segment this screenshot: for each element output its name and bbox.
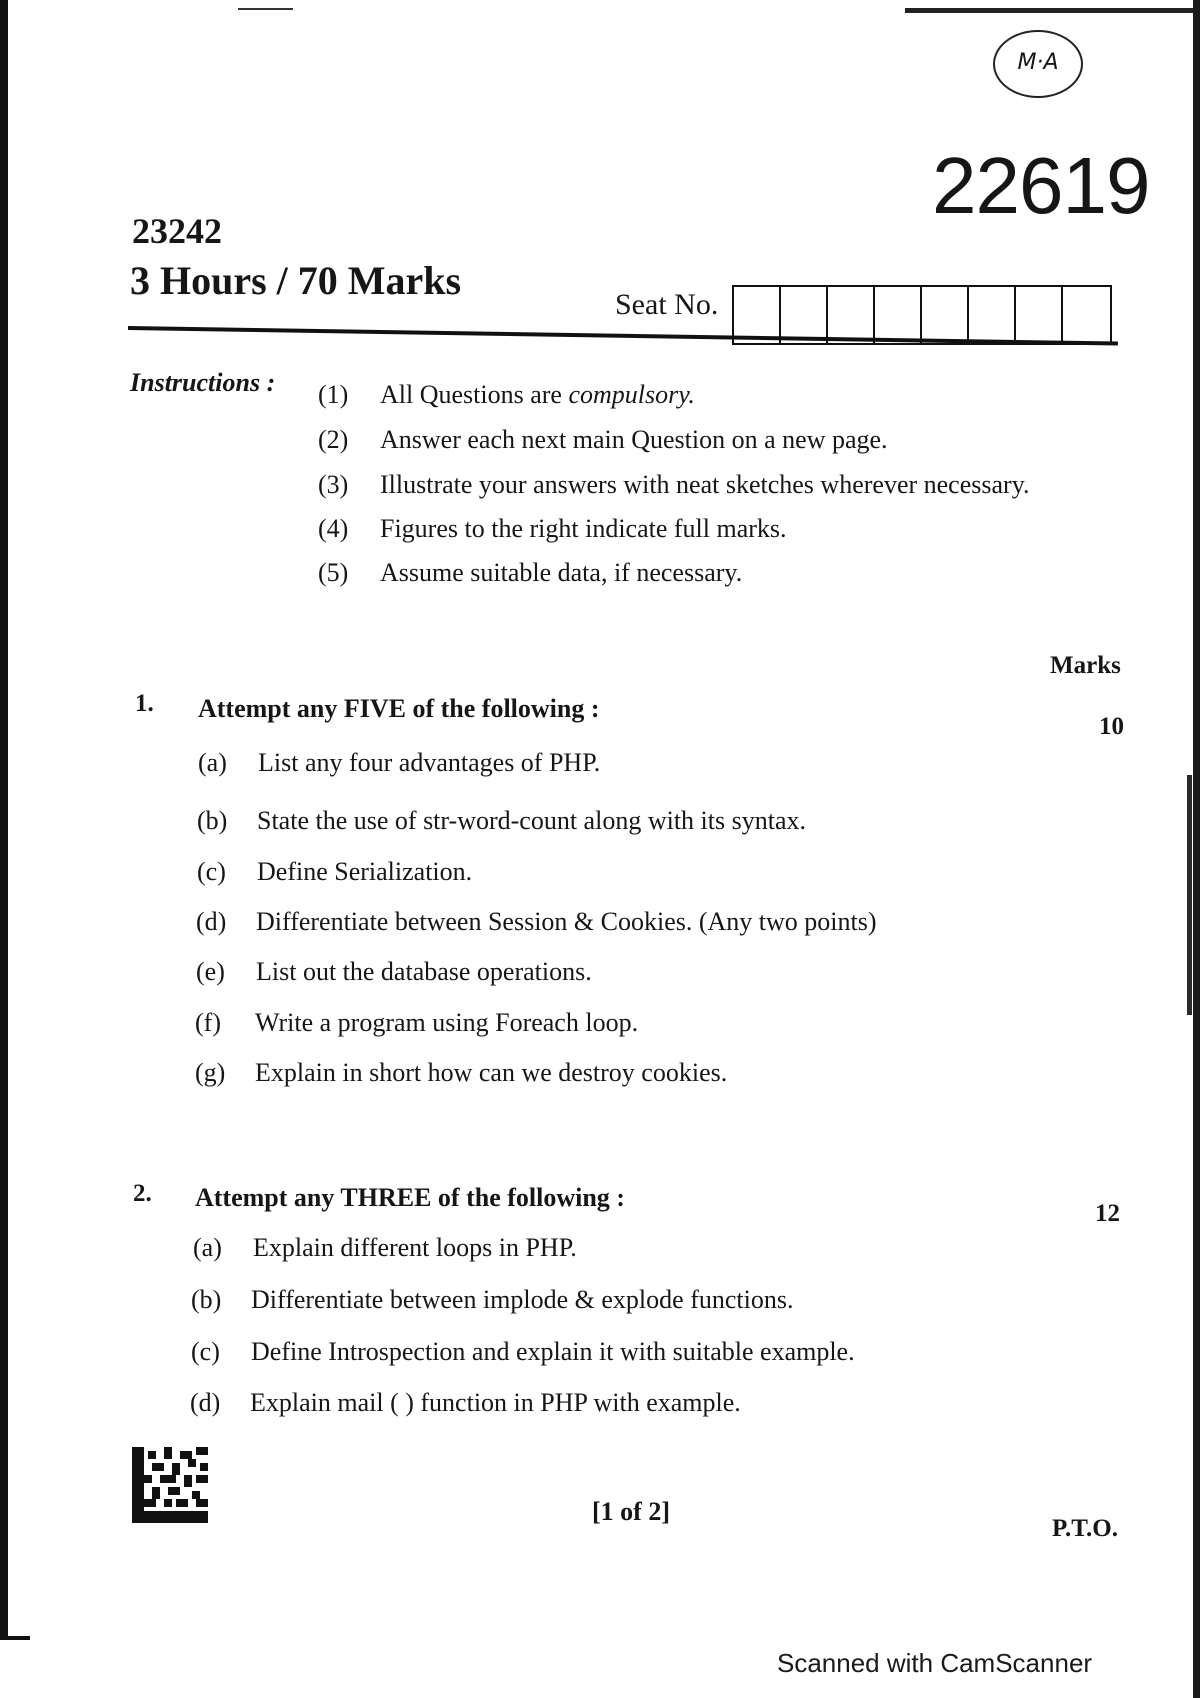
- seat-box[interactable]: [969, 287, 1016, 343]
- seat-box[interactable]: [734, 287, 781, 343]
- part-label: (b): [191, 1285, 222, 1314]
- part-text: Write a program using Foreach loop.: [255, 1008, 639, 1037]
- part-text: Define Introspection and explain it with suitable example.: [251, 1337, 855, 1366]
- part-text: State the use of str-word-count along with its syntax.: [257, 806, 806, 835]
- seat-label: Seat No.: [615, 288, 719, 321]
- seat-box[interactable]: [1016, 287, 1063, 343]
- stamp-text: M·A: [1017, 50, 1059, 75]
- part-text: List any four advantages of PHP.: [258, 748, 601, 777]
- part-text: Differentiate between Session & Cookies. (Any two points): [256, 907, 877, 936]
- part-label: (f): [195, 1008, 221, 1037]
- seat-box[interactable]: [875, 287, 922, 343]
- part-text: Explain mail ( ) function in PHP with example.: [250, 1388, 741, 1417]
- part-label: (b): [197, 806, 228, 835]
- part-label: (c): [191, 1337, 220, 1366]
- part-label: (a): [193, 1233, 222, 1262]
- part-text: Differentiate between implode & explode functions.: [251, 1285, 794, 1314]
- scan-edge-top: [905, 8, 1200, 13]
- seat-box[interactable]: [781, 287, 828, 343]
- instruction-text: [380, 380, 695, 410]
- part-label: (d): [190, 1388, 221, 1417]
- seat-box[interactable]: [1063, 287, 1110, 343]
- question-number: 2.: [133, 1180, 152, 1207]
- part-text: List out the database operations.: [256, 957, 592, 986]
- scan-edge-left-foot: [0, 1636, 30, 1640]
- instruction-number: (3): [318, 470, 349, 499]
- instruction-text: Figures to the right indicate full marks.: [380, 514, 787, 543]
- question-heading: Attempt any THREE of the following :: [195, 1183, 625, 1212]
- instruction-number: (2): [318, 425, 349, 454]
- question-marks: 12: [1095, 1200, 1120, 1227]
- duration-marks: 3 Hours / 70 Marks: [130, 258, 462, 303]
- handwritten-stamp: [993, 30, 1083, 98]
- scan-edge-right-inner: [1187, 775, 1192, 1015]
- marks-column-heading: Marks: [1050, 652, 1121, 679]
- part-text: Explain in short how can we destroy cookies.: [255, 1058, 728, 1087]
- instruction-text: Answer each next main Question on a new page.: [380, 425, 888, 454]
- exam-code: 23242: [132, 211, 222, 251]
- part-label: (e): [196, 957, 225, 986]
- seat-box[interactable]: [922, 287, 969, 343]
- instruction-text: Illustrate your answers with neat sketches wherever necessary.: [380, 470, 1030, 499]
- scan-edge-left: [0, 0, 8, 1640]
- part-label: (g): [195, 1058, 226, 1087]
- question-heading: Attempt any FIVE of the following :: [198, 694, 600, 723]
- scanner-watermark: Scanned with CamScanner: [777, 1648, 1093, 1678]
- qr-code-icon: [132, 1447, 208, 1523]
- instruction-text-main: All Questions are: [380, 380, 569, 409]
- question-number: 1.: [135, 690, 154, 717]
- instruction-number: (1): [318, 380, 349, 409]
- scan-edge-top-left: [238, 8, 293, 10]
- page-number: [1 of 2]: [592, 1497, 670, 1526]
- instruction-text: Assume suitable data, if necessary.: [380, 558, 743, 587]
- pto-label: P.T.O.: [1052, 1515, 1118, 1542]
- question-marks: 10: [1099, 713, 1124, 740]
- part-label: (c): [197, 857, 226, 886]
- seat-box[interactable]: [828, 287, 875, 343]
- instruction-number: (4): [318, 514, 349, 543]
- instructions-label: Instructions :: [130, 368, 276, 397]
- part-label: (d): [196, 907, 227, 936]
- paper-code: 22619: [932, 141, 1150, 230]
- scan-edge-right: [1193, 0, 1200, 1698]
- instruction-number: (5): [318, 558, 349, 587]
- part-label: (a): [198, 748, 227, 777]
- instruction-text-emphasis: compulsory.: [568, 380, 695, 409]
- part-text: Define Serialization.: [257, 857, 473, 886]
- part-text: Explain different loops in PHP.: [253, 1233, 577, 1262]
